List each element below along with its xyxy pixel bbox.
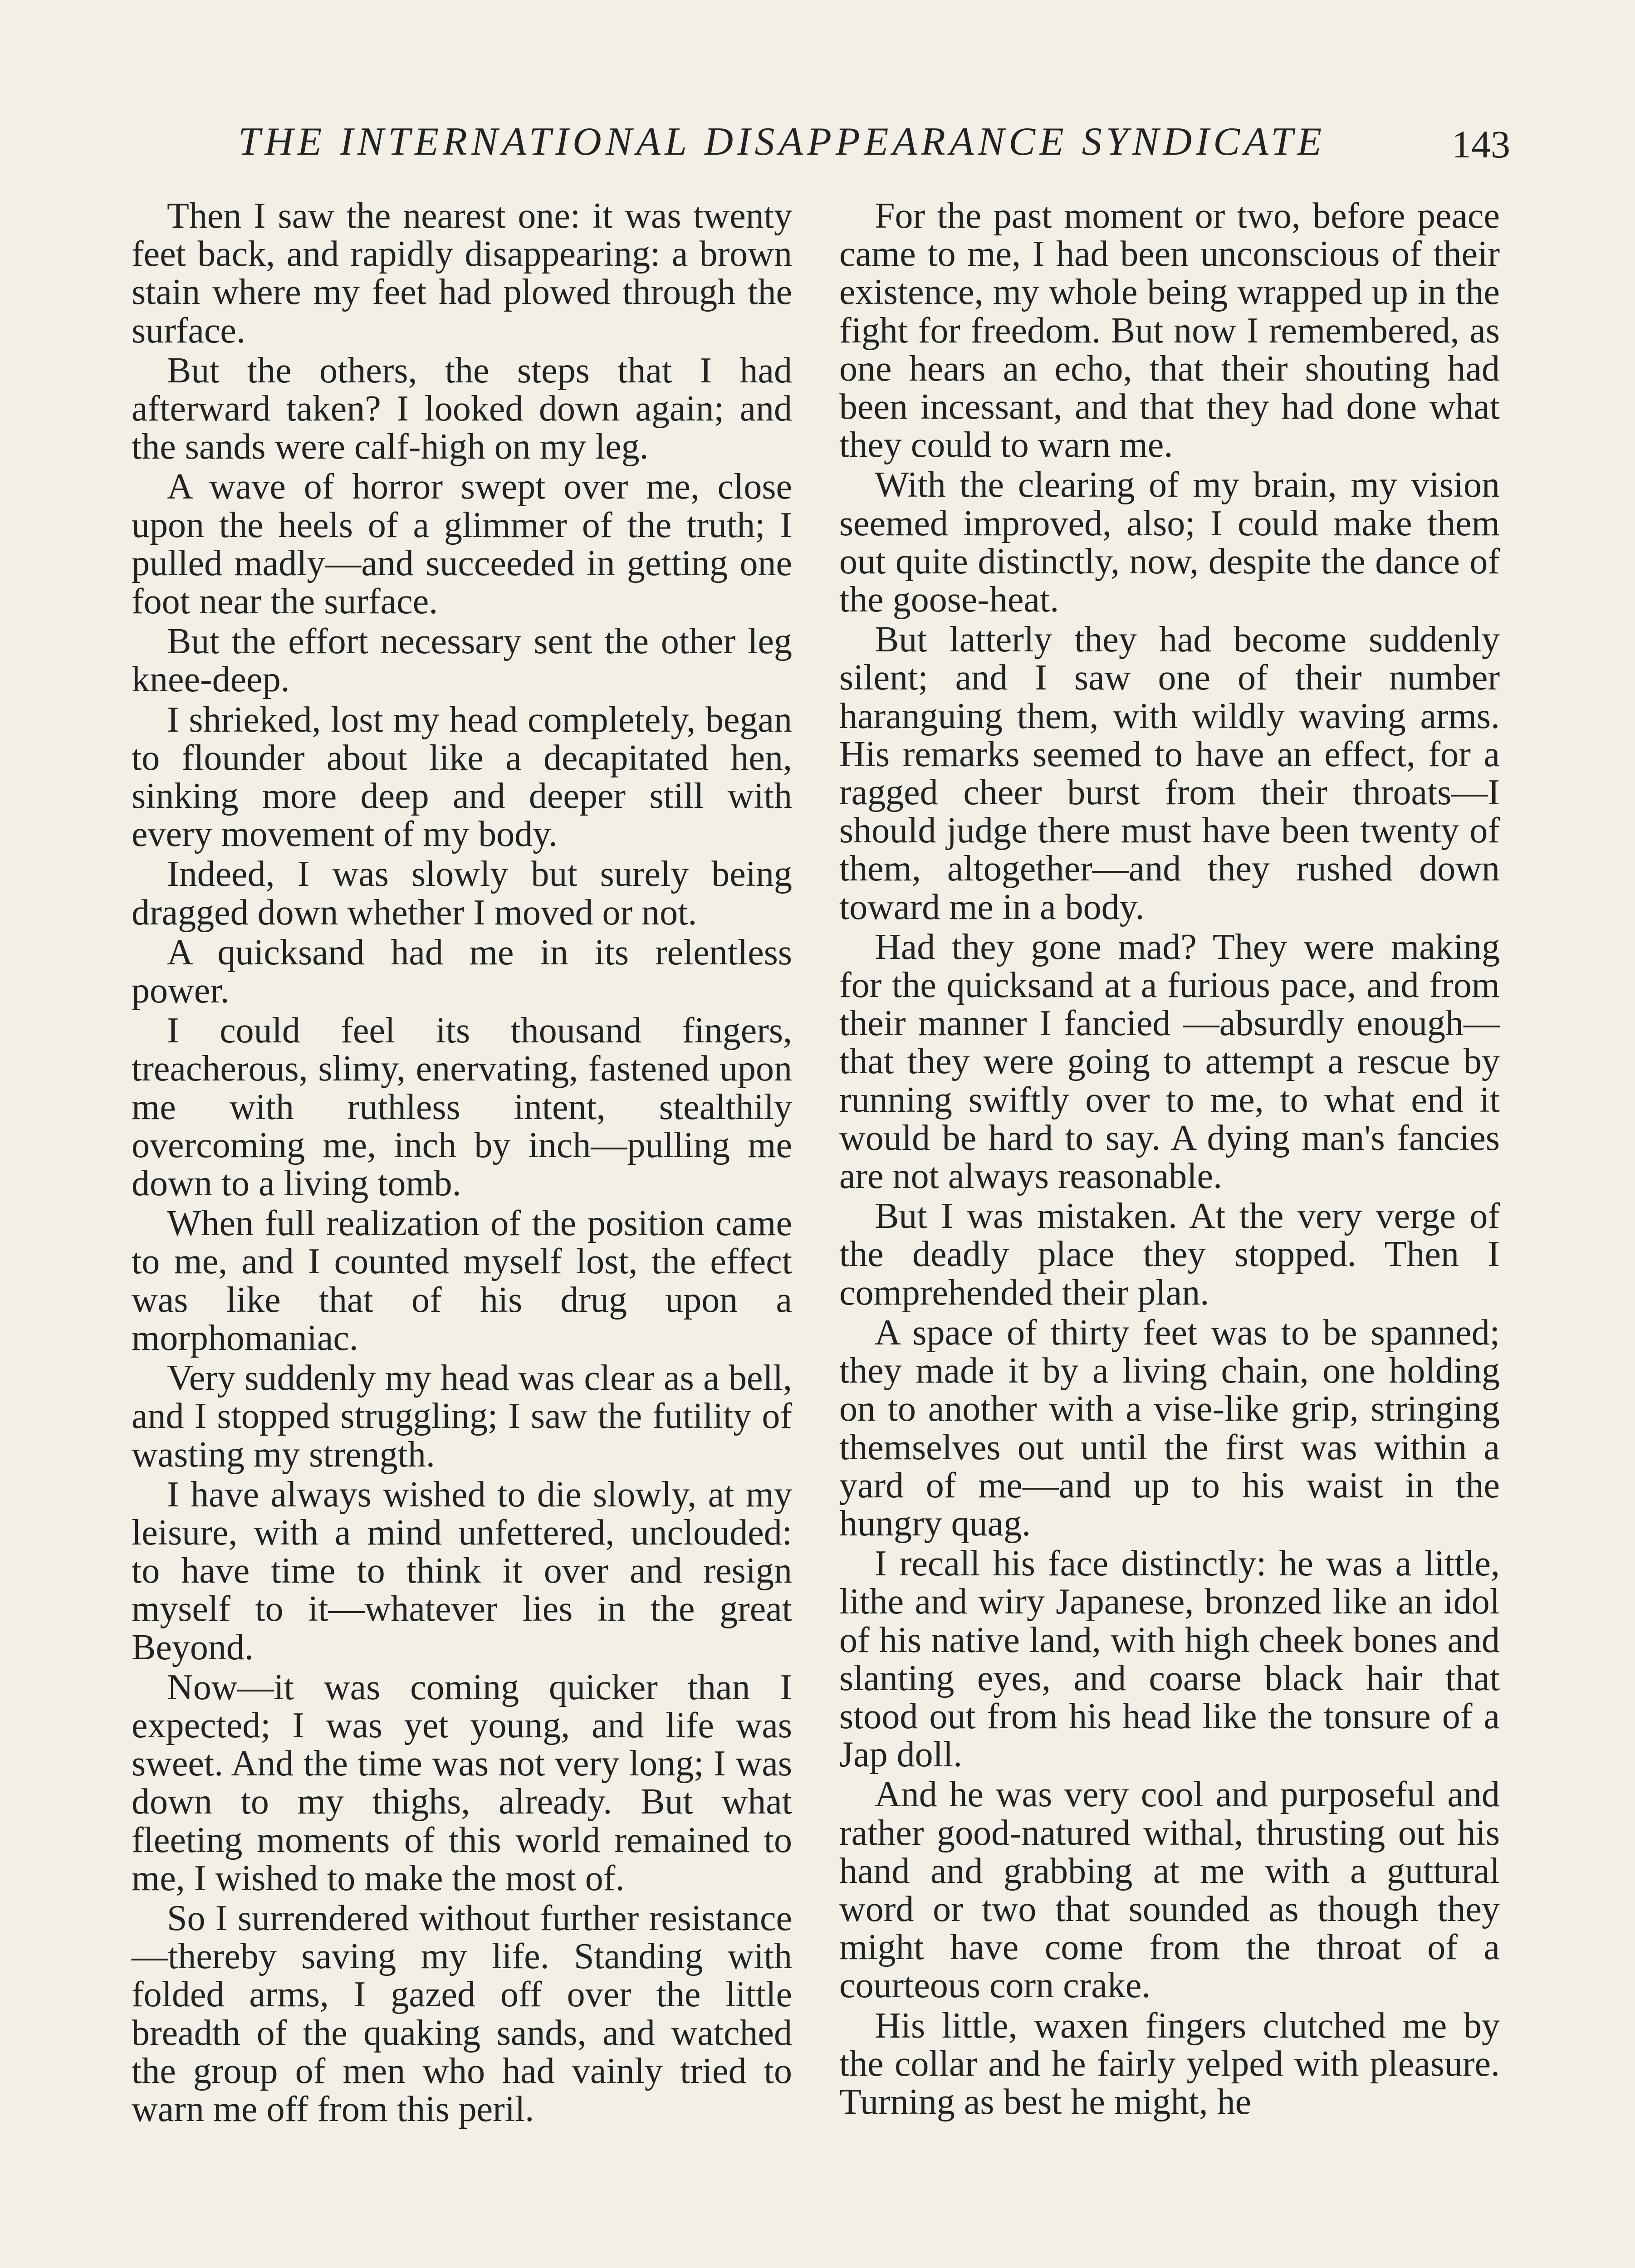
right-column <box>839 197 1500 2123</box>
paragraph: Had they gone mad? They were making for the quicksand at a furious pace, and from their manner I fancied —absurdly enough—that they were going to attempt a rescue by running swiftly over to me, to what end it would be hard to say. A dying man's fancies are not always reasonable. <box>839 927 1500 1197</box>
page-number: 143 <box>1452 122 1510 166</box>
paragraph: I have always wished to die slowly, at my leisure, with a mind unfettered, unclouded: to have time to think it over and resign myself to it—whatever lies in the great Beyond. <box>132 1474 792 1667</box>
paragraph: And he was very cool and purposeful and rather good-natured withal, thrusting out his hand and grabbing at me with a guttural word or two that sounded as though they might have come from the throat of a courteous corn crake. <box>839 1774 1500 2006</box>
paragraph: His little, waxen fingers clutched me by the collar and he fairly yelped with pleasure. Turning as best he might, he <box>839 2005 1500 2122</box>
paragraph: But the others, the steps that I had afterward taken? I looked down again; and the sands were calf-high on my leg. <box>132 350 792 467</box>
paragraph: I recall his face distinctly: he was a little, lithe and wiry Japanese, bronzed like an idol of his native land, with high cheek bones and slanting eyes, and coarse black hair that stood out from his head like the tonsure of a Jap doll. <box>839 1544 1500 1775</box>
paragraph: Now—it was coming quicker than I expected; I was yet young, and life was sweet. And the time was not very long; I was down to my thighs, already. But what fleeting moments of this world remained to me, I wished to make the most of. <box>132 1667 792 1898</box>
paragraph: Then I saw the nearest one: it was twenty feet back, and rapidly disappearing: a brown stain where my feet had plowed through the surface. <box>132 196 792 351</box>
paragraph: Indeed, I was slowly but surely being dragged down whether I moved or not. <box>132 854 792 933</box>
paragraph: But I was mistaken. At the very verge of the deadly place they stopped. Then I comprehended their plan. <box>839 1196 1500 1313</box>
paragraph: A quicksand had me in its relentless power. <box>132 932 792 1011</box>
left-column <box>132 197 792 2130</box>
paragraph: For the past moment or two, before peace came to me, I had been unconscious of their existence, my whole being wrapped up in the fight for freedom. But now I remembered, as one hears an echo, that their shouting had been incessant, and that they had done what they could to warn me. <box>839 196 1500 465</box>
paragraph: A wave of horror swept over me, close upon the heels of a glimmer of the truth; I pulled madly—and succeeded in getting one foot near the surface. <box>132 467 792 622</box>
paragraph: I shrieked, lost my head completely, began to flounder about like a decapitated hen, sinking more deep and deeper still with every movement of my body. <box>132 699 792 855</box>
paragraph: I could feel its thousand fingers, treacherous, slimy, enervating, fastened upon me with ruthless intent, stealthily overcoming me, inch by inch—pulling me down to a living tomb. <box>132 1011 792 1204</box>
paragraph: Very suddenly my head was clear as a bell, and I stopped struggling; I saw the futility of wasting my strength. <box>132 1358 792 1475</box>
paragraph: But the effort necessary sent the other leg knee-deep. <box>132 621 792 700</box>
paragraph: So I surrendered without further resistance—thereby saving my life. Standing with folded arms, I gazed off over the little breadth of the quaking sands, and watched the group of men who had vainly tried to warn me off from this peril. <box>132 1898 792 2129</box>
running-header <box>0 119 1635 173</box>
paragraph: With the clearing of my brain, my vision seemed improved, also; I could make them out quite distinctly, now, despite the dance of the goose-heat. <box>839 465 1500 620</box>
paragraph: A space of thirty feet was to be spanned; they made it by a living chain, one holding on to another with a vise-like grip, stringing themselves out until the first was within a yard of me—and up to his waist in the hungry quag. <box>839 1312 1500 1544</box>
paragraph: When full realization of the position came to me, and I counted myself lost, the effect was like that of his drug upon a morphomaniac. <box>132 1203 792 1358</box>
paragraph: But latterly they had become suddenly silent; and I saw one of their number haranguing them, with wildly waving arms. His remarks seemed to have an effect, for a ragged cheer burst from their throats—I should judge there must have been twenty of them, altogether—and they rushed down toward me in a body. <box>839 620 1500 927</box>
running-title: THE INTERNATIONAL DISAPPEARANCE SYNDICATE <box>238 120 1326 164</box>
